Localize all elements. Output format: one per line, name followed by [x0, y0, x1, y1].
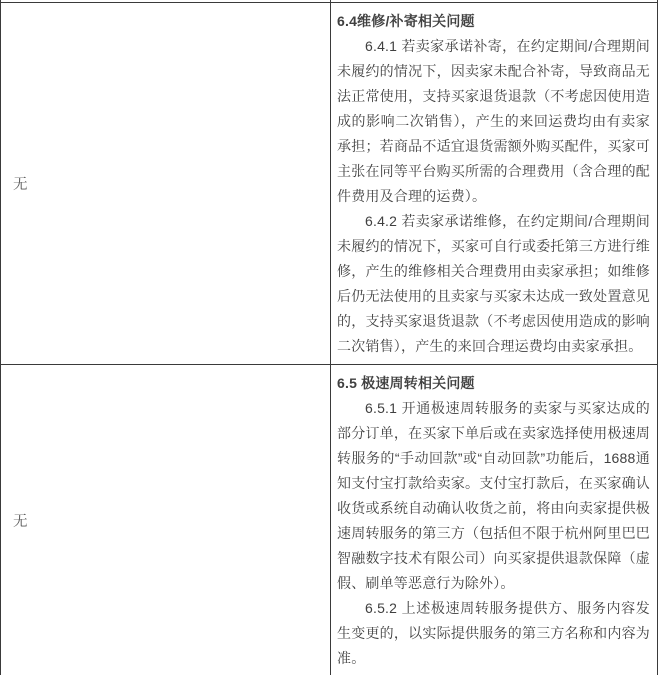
clause-heading-6-5: 6.5 极速周转相关问题: [337, 374, 475, 391]
clause-heading-6-4: 6.4维修/补寄相关问题: [337, 12, 475, 29]
clause-paragraph-6-4-2: 6.4.2 若卖家承诺维修，在约定期间/合理期间未履约的情况下，买家可自行或委托第三方进行维修，产生的维修相关合理费用由卖家承担；如维修后仍无法使用的且卖家与买家未达成一致处置意见的，支持买家退货退款（不考虑因使用造成的影响二次销售），产生的来回合理运费均由卖家承担。: [337, 212, 650, 354]
table-row-6-4: [1, 3, 658, 365]
table-row-6-5: [1, 365, 658, 675]
clause-paragraph-6-4-1: 6.4.1 若卖家承诺补寄，在约定期间/合理期间未履约的情况下，因卖家未配合补寄，导致商品无法正常使用，支持买家退货退款（不考虑因使用造成的影响二次销售），产生的来回运费均由有卖家承担；若商品不适宜退货需额外购买配件，买家可主张在同等平台购买所需的合理费用（含合理的配件费用及合理的运费）。: [337, 37, 650, 204]
clause-cell-6-5: [331, 365, 658, 675]
clause-cell-6-4: [331, 3, 658, 365]
left-cell-none: 无: [1, 365, 331, 675]
clause-paragraph-6-5-1: 6.5.1 开通极速周转服务的卖家与买家达成的部分订单，在买家下单后或在卖家选择使用极速周转服务的“手动回款”或“自动回款”功能后，1688通知支付宝打款给卖家。支付宝打款后，在买家确认收货或系统自动确认收货之前，将由向卖家提供极速周转服务的第三方（包括但不限于杭州阿里巴巴智融数字技术有限公司）向买家提供退款保障（虚假、刷单等恶意行为除外）。: [337, 399, 650, 591]
left-cell-none: 无: [1, 3, 331, 365]
clause-paragraph-6-5-2: 6.5.2 上述极速周转服务提供方、服务内容发生变更的，以实际提供服务的第三方名称和内容为准。: [337, 599, 650, 666]
